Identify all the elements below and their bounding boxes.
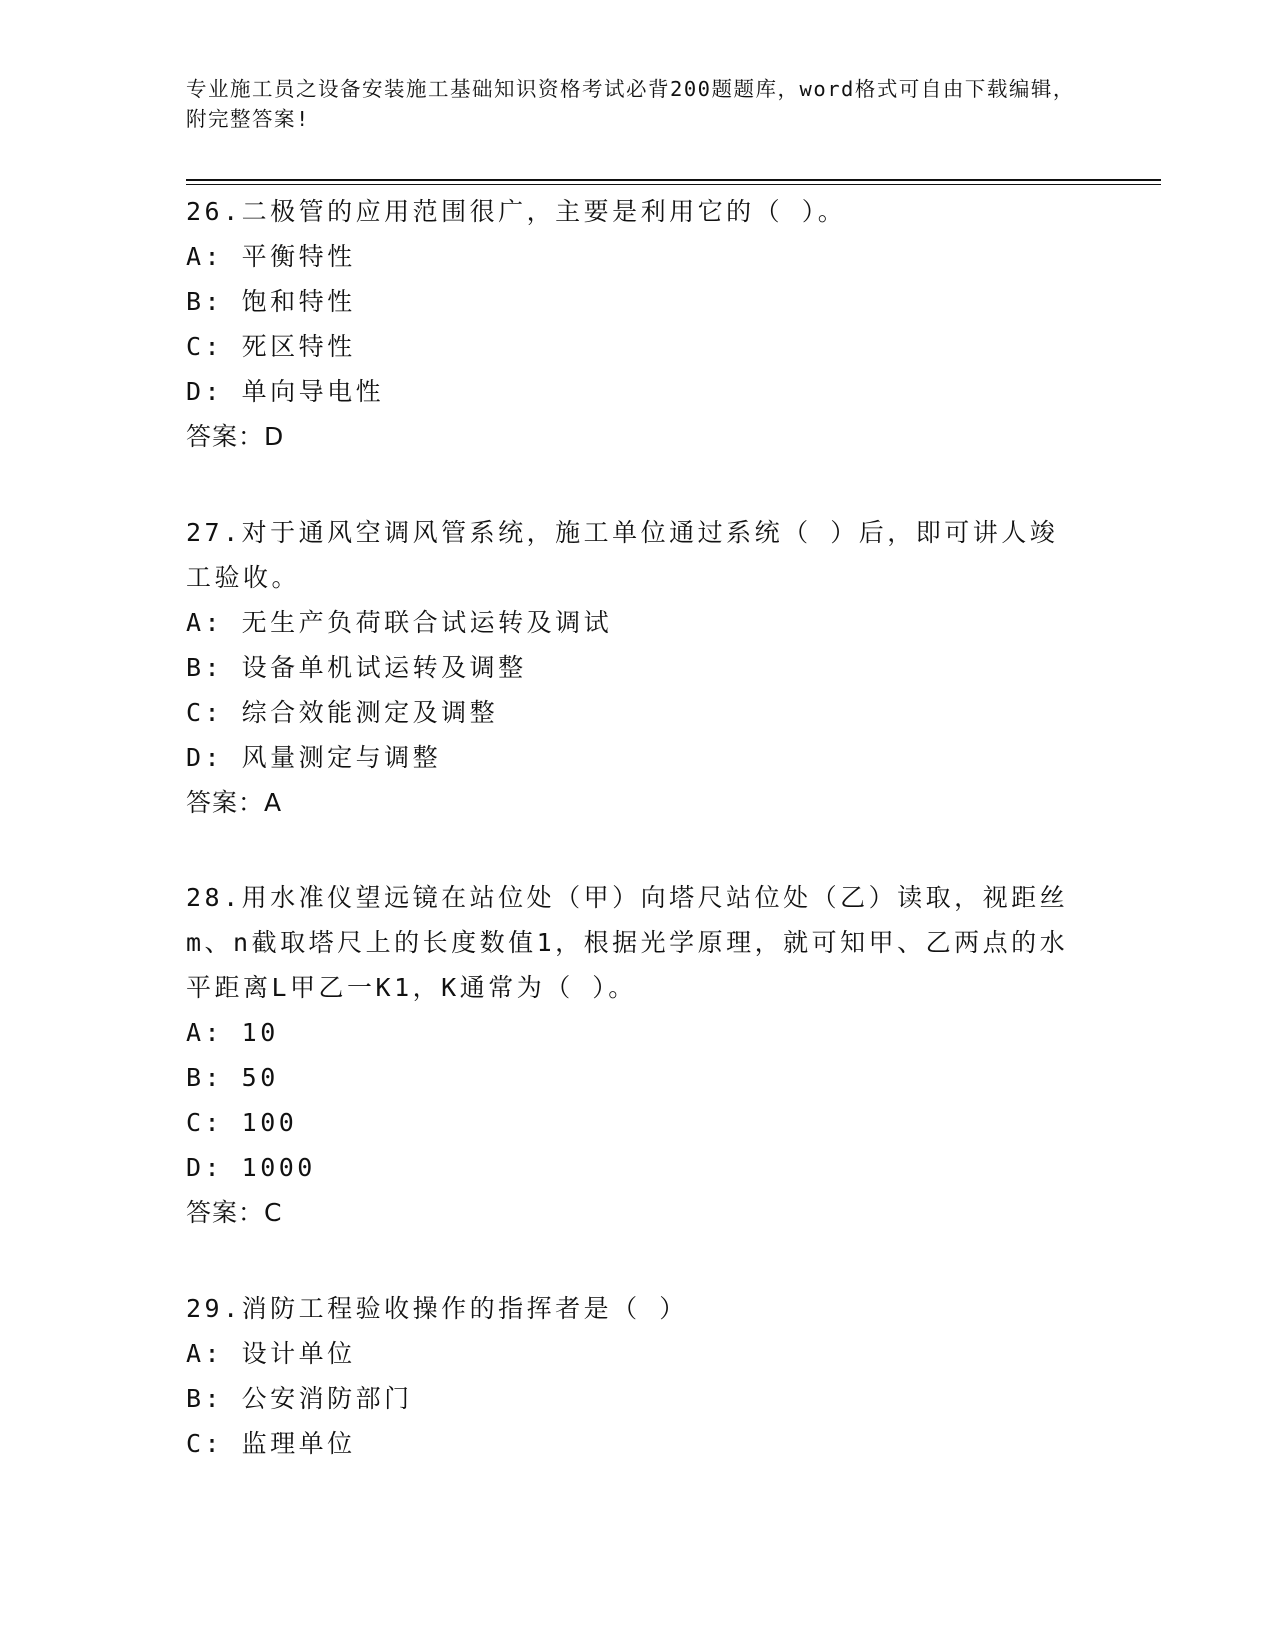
option-c: C: 100 [186, 1108, 298, 1137]
option-a: A: 平衡特性 [186, 242, 356, 271]
option-b: B: 设备单机试运转及调整 [186, 653, 527, 682]
option-b: B: 饱和特性 [186, 287, 356, 316]
question-27 [186, 510, 1086, 825]
document-page [186, 0, 1161, 1650]
answer: 答案：D [186, 422, 285, 451]
option-a: A: 无生产负荷联合试运转及调试 [186, 608, 613, 637]
option-d: D: 单向导电性 [186, 377, 385, 406]
option-d: D: 风量测定与调整 [186, 743, 442, 772]
answer: 答案：A [186, 788, 283, 817]
option-c: C: 综合效能测定及调整 [186, 698, 499, 727]
header-divider-thin [186, 184, 1161, 185]
question-stem: 28.用水准仪望远镜在站位处（甲）向塔尺站位处（乙）读取，视距丝m、n截取塔尺上的长度数值1，根据光学原理，就可知甲、乙两点的水平距离L甲乙一K1，K通常为（ ）。 [186, 883, 1069, 1002]
option-a: A: 设计单位 [186, 1339, 356, 1368]
question-stem: 29.消防工程验收操作的指挥者是（ ） [186, 1294, 688, 1323]
option-a: A: 10 [186, 1018, 279, 1047]
option-d: D: 1000 [186, 1153, 316, 1182]
question-29 [186, 1286, 1086, 1466]
option-b: B: 50 [186, 1063, 279, 1092]
question-28 [186, 875, 1086, 1235]
option-b: B: 公安消防部门 [186, 1384, 413, 1413]
question-26 [186, 189, 1086, 459]
option-c: C: 监理单位 [186, 1429, 356, 1458]
question-stem: 27.对于通风空调风管系统，施工单位通过系统（ ）后，即可讲人竣工验收。 [186, 518, 1059, 592]
option-c: C: 死区特性 [186, 332, 356, 361]
header-divider-thick [186, 179, 1161, 181]
question-stem: 26.二极管的应用范围很广，主要是利用它的（ ）。 [186, 197, 847, 226]
document-title: 专业施工员之设备安装施工基础知识资格考试必背200题题库，word格式可自由下载编辑，附完整答案! [186, 77, 1075, 131]
answer: 答案：C [186, 1198, 283, 1227]
